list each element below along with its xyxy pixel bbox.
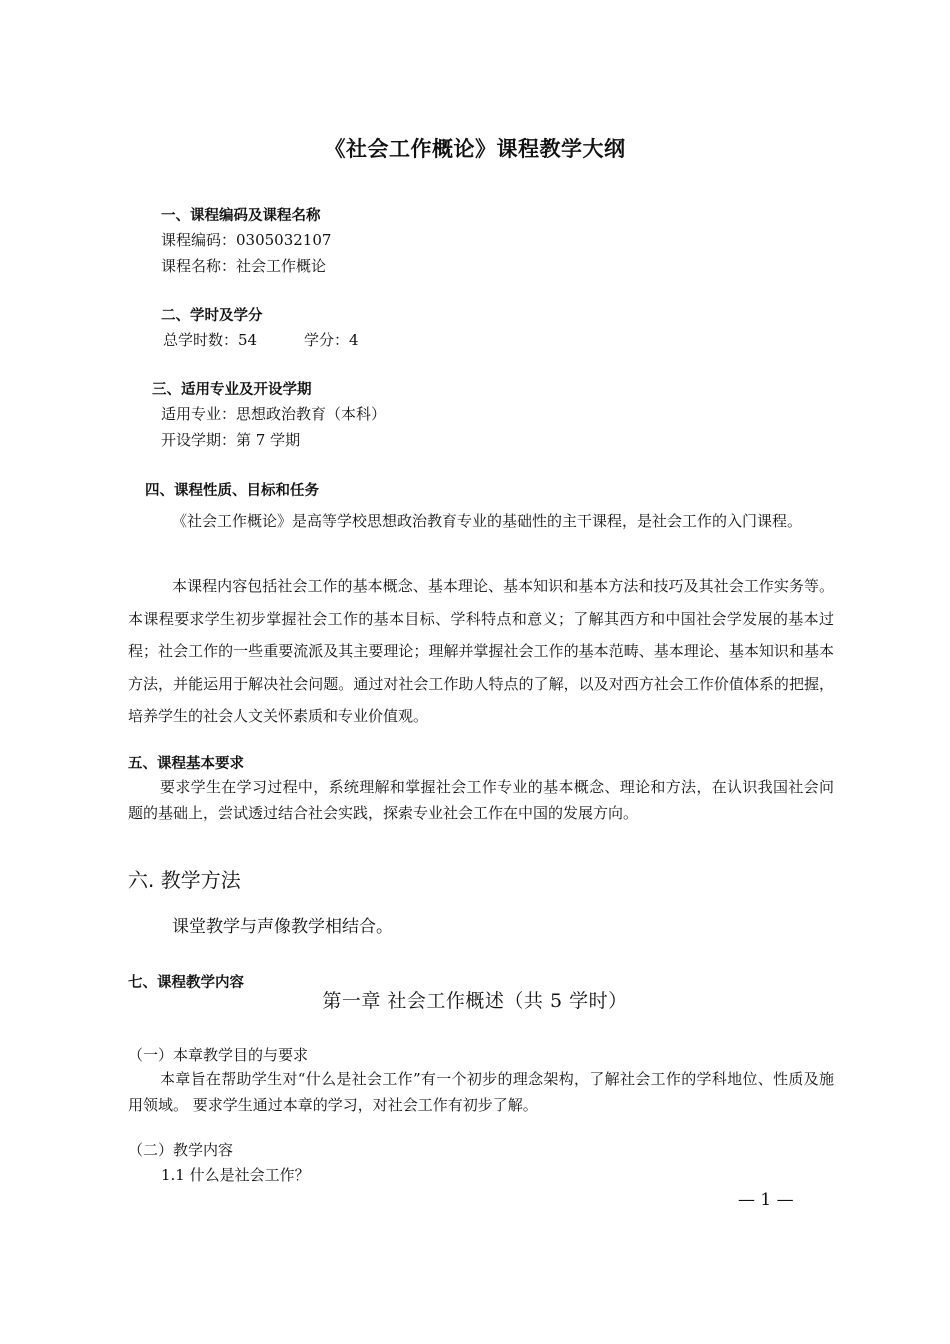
applicable-major: 适用专业：思想政治教育（本科） xyxy=(161,405,387,423)
total-hours: 总学时数：54 xyxy=(163,331,258,349)
page-number: — 1 — xyxy=(738,1190,794,1210)
section-heading-teaching-content: 七、课程教学内容 xyxy=(128,975,244,991)
course-code: 课程编码：0305032107 xyxy=(161,231,332,249)
content-item-1: 1.1 什么是社会工作？ xyxy=(161,1166,310,1184)
credits: 学分：4 xyxy=(304,331,359,349)
chapter-goals-paragraph: 本章旨在帮助学生对“什么是社会工作”有一个初步的理念架构，了解社会工作的学科地位、性质及施用领域。 要求学生通过本章的学习，对社会工作有初步了解。 xyxy=(128,1070,834,1114)
teaching-methods-text: 课堂教学与声像教学相结合。 xyxy=(172,917,393,937)
nature-paragraph-2: 本课程内容包括社会工作的基本概念、基本理论、基本知识和基本方法和技巧及其社会工作实务等。本课程要求学生初步掌握社会工作的基本目标、学科特点和意义；了解其西方和中国社会学发展的基本过程；社会工作的一些重要流派及其主要理论；理解并掌握社会工作的基本范畴、基本理论、基本知识和基本方法，并能运用于解决社会问题。通过对社会工作助人特点的了解，以及对西方社会工作价值体系的把握，培养学生的社会人文关怀素质和专业价值观。 xyxy=(128,577,834,725)
section-heading-basic-requirements: 五、课程基本要求 xyxy=(128,756,244,772)
semester: 开设学期：第 7 学期 xyxy=(161,431,301,449)
section-heading-course-code: 一、课程编码及课程名称 xyxy=(161,208,321,224)
course-name: 课程名称：社会工作概论 xyxy=(161,257,327,275)
section-heading-major-semester: 三、适用专业及开设学期 xyxy=(152,382,312,398)
document-title: 《社会工作概论》课程教学大纲 xyxy=(324,137,626,161)
section-heading-hours-credits: 二、学时及学分 xyxy=(161,308,263,324)
nature-paragraph-1: 《社会工作概论》是高等学校思想政治教育专业的基础性的主干课程，是社会工作的入门课程。 xyxy=(172,512,803,530)
chapter-title: 第一章 社会工作概述（共 5 学时） xyxy=(322,990,628,1012)
section-heading-nature-goals: 四、课程性质、目标和任务 xyxy=(145,483,319,499)
chapter-sub-heading-goals: （一）本章教学目的与要求 xyxy=(128,1046,309,1064)
section-heading-teaching-methods: 六. 教学方法 xyxy=(128,868,241,892)
chapter-sub-heading-content: （二）教学内容 xyxy=(128,1141,234,1159)
requirements-paragraph: 要求学生在学习过程中，系统理解和掌握社会工作专业的基本概念、理论和方法，在认识我国社会问题的基础上，尝试透过结合社会实践，探索专业社会工作在中国的发展方向。 xyxy=(128,778,834,822)
